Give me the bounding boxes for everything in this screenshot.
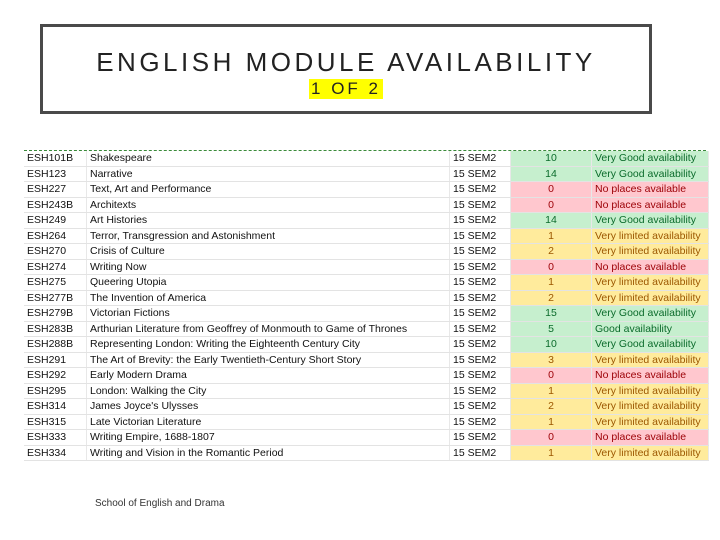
module-availability: Very Good availability — [592, 213, 709, 229]
module-code: ESH333 — [24, 430, 87, 446]
module-title: Art Histories — [87, 213, 450, 229]
module-title: Writing Now — [87, 259, 450, 275]
page-title: ENGLISH MODULE AVAILABILITY — [96, 47, 596, 77]
module-title: Writing Empire, 1688-1807 — [87, 430, 450, 446]
title-box — [40, 24, 652, 114]
module-places: 2 — [511, 399, 592, 415]
module-credits: 15 SEM2 — [450, 290, 511, 306]
table-row — [24, 352, 709, 368]
table-row — [24, 197, 709, 213]
module-title: James Joyce's Ulysses — [87, 399, 450, 415]
module-places: 1 — [511, 275, 592, 291]
module-code: ESH243B — [24, 197, 87, 213]
module-code: ESH288B — [24, 337, 87, 353]
module-availability: Very Good availability — [592, 337, 709, 353]
module-code: ESH270 — [24, 244, 87, 260]
module-code: ESH227 — [24, 182, 87, 198]
module-availability: No places available — [592, 259, 709, 275]
module-availability: No places available — [592, 430, 709, 446]
table-row — [24, 259, 709, 275]
module-availability: Very limited availability — [592, 275, 709, 291]
module-availability: Very limited availability — [592, 445, 709, 461]
table-row — [24, 275, 709, 291]
module-places: 10 — [511, 151, 592, 166]
module-code: ESH334 — [24, 445, 87, 461]
module-title: Writing and Vision in the Romantic Period — [87, 445, 450, 461]
module-title: Representing London: Writing the Eighteenth Century City — [87, 337, 450, 353]
module-credits: 15 SEM2 — [450, 337, 511, 353]
table-row — [24, 182, 709, 198]
module-places: 14 — [511, 166, 592, 182]
module-title: London: Walking the City — [87, 383, 450, 399]
module-places: 1 — [511, 228, 592, 244]
table-row — [24, 228, 709, 244]
module-places: 15 — [511, 306, 592, 322]
module-title: Shakespeare — [87, 151, 450, 166]
module-code: ESH314 — [24, 399, 87, 415]
module-title: Victorian Fictions — [87, 306, 450, 322]
module-credits: 15 SEM2 — [450, 213, 511, 229]
module-availability: Very Good availability — [592, 166, 709, 182]
table-row — [24, 166, 709, 182]
module-credits: 15 SEM2 — [450, 259, 511, 275]
table-row — [24, 290, 709, 306]
module-code: ESH277B — [24, 290, 87, 306]
module-code: ESH279B — [24, 306, 87, 322]
module-credits: 15 SEM2 — [450, 399, 511, 415]
module-credits: 15 SEM2 — [450, 244, 511, 260]
module-availability: No places available — [592, 197, 709, 213]
module-credits: 15 SEM2 — [450, 430, 511, 446]
footer-text: School of English and Drama — [95, 498, 225, 509]
module-availability: No places available — [592, 368, 709, 384]
module-credits: 15 SEM2 — [450, 414, 511, 430]
table-row — [24, 244, 709, 260]
module-code: ESH249 — [24, 213, 87, 229]
module-availability: Very limited availability — [592, 228, 709, 244]
module-availability: Very limited availability — [592, 290, 709, 306]
module-title: The Art of Brevity: the Early Twentieth-Century Short Story — [87, 352, 450, 368]
module-code: ESH315 — [24, 414, 87, 430]
module-code: ESH283B — [24, 321, 87, 337]
module-credits: 15 SEM2 — [450, 197, 511, 213]
module-places: 0 — [511, 197, 592, 213]
module-title: The Invention of America — [87, 290, 450, 306]
module-availability: Very limited availability — [592, 244, 709, 260]
module-credits: 15 SEM2 — [450, 321, 511, 337]
module-places: 3 — [511, 352, 592, 368]
module-credits: 15 SEM2 — [450, 368, 511, 384]
module-places: 2 — [511, 244, 592, 260]
module-title: Terror, Transgression and Astonishment — [87, 228, 450, 244]
module-availability: Very Good availability — [592, 151, 709, 166]
module-credits: 15 SEM2 — [450, 383, 511, 399]
module-places: 1 — [511, 414, 592, 430]
module-code: ESH101B — [24, 151, 87, 166]
module-credits: 15 SEM2 — [450, 228, 511, 244]
module-credits: 15 SEM2 — [450, 151, 511, 166]
module-title: Narrative — [87, 166, 450, 182]
module-credits: 15 SEM2 — [450, 445, 511, 461]
module-credits: 15 SEM2 — [450, 306, 511, 322]
module-availability: Very limited availability — [592, 399, 709, 415]
module-availability: No places available — [592, 182, 709, 198]
module-table-body — [24, 151, 709, 461]
module-places: 0 — [511, 259, 592, 275]
module-places: 0 — [511, 368, 592, 384]
module-title: Early Modern Drama — [87, 368, 450, 384]
module-credits: 15 SEM2 — [450, 352, 511, 368]
module-availability: Good availability — [592, 321, 709, 337]
table-row — [24, 213, 709, 229]
module-places: 0 — [511, 182, 592, 198]
module-availability: Very limited availability — [592, 414, 709, 430]
table-row — [24, 399, 709, 415]
module-code: ESH291 — [24, 352, 87, 368]
page-subtitle: 1 OF 2 — [311, 79, 381, 98]
module-places: 10 — [511, 337, 592, 353]
module-title: Queering Utopia — [87, 275, 450, 291]
module-credits: 15 SEM2 — [450, 275, 511, 291]
module-availability: Very limited availability — [592, 383, 709, 399]
module-places: 2 — [511, 290, 592, 306]
module-places: 1 — [511, 445, 592, 461]
module-table — [24, 151, 709, 461]
module-title: Architexts — [87, 197, 450, 213]
table-row — [24, 414, 709, 430]
table-row — [24, 321, 709, 337]
table-row — [24, 430, 709, 446]
module-table-container — [24, 150, 706, 461]
table-row — [24, 445, 709, 461]
module-places: 5 — [511, 321, 592, 337]
table-row — [24, 368, 709, 384]
table-row — [24, 151, 709, 166]
module-code: ESH264 — [24, 228, 87, 244]
module-title: Arthurian Literature from Geoffrey of Monmouth to Game of Thrones — [87, 321, 450, 337]
module-places: 14 — [511, 213, 592, 229]
module-credits: 15 SEM2 — [450, 166, 511, 182]
module-availability: Very limited availability — [592, 352, 709, 368]
table-row — [24, 383, 709, 399]
module-credits: 15 SEM2 — [450, 182, 511, 198]
module-title: Late Victorian Literature — [87, 414, 450, 430]
table-row — [24, 306, 709, 322]
module-code: ESH292 — [24, 368, 87, 384]
module-code: ESH295 — [24, 383, 87, 399]
module-title: Crisis of Culture — [87, 244, 450, 260]
module-availability: Very Good availability — [592, 306, 709, 322]
module-places: 0 — [511, 430, 592, 446]
module-title: Text, Art and Performance — [87, 182, 450, 198]
module-code: ESH123 — [24, 166, 87, 182]
table-row — [24, 337, 709, 353]
module-code: ESH274 — [24, 259, 87, 275]
module-code: ESH275 — [24, 275, 87, 291]
module-places: 1 — [511, 383, 592, 399]
